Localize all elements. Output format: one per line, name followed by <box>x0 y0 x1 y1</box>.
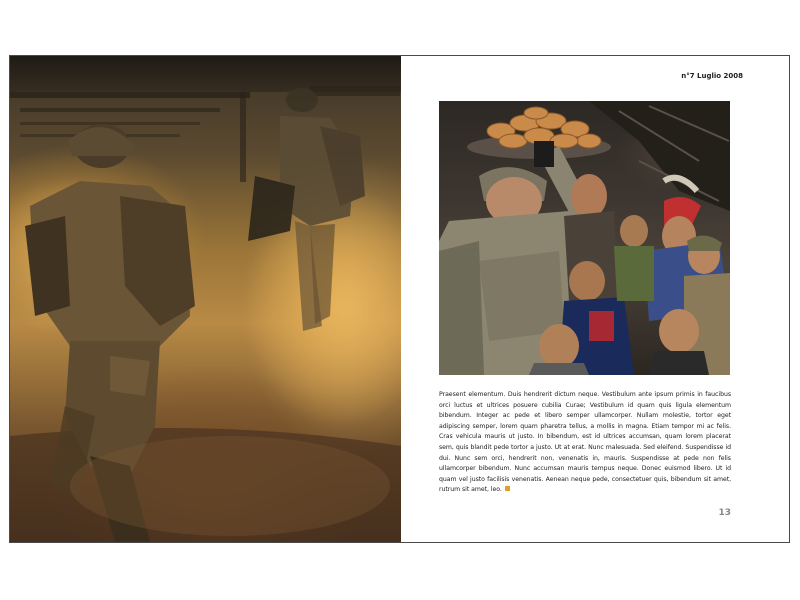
soldier-children-photo-illustration <box>439 101 730 375</box>
page-number: 13 <box>718 508 731 518</box>
article-body-paragraph: Praesent elementum. Duis hendrerit dictum neque. Vestibulum ante ipsum primis in faucibus orci luctus et ultrices posuere cubilia Curae; Vestibulum id quam quis ligula elementum bibendum. Integer ac pede et libero semper ullamcorper. Nullam molestie, tortor eget adipiscing semper, lorem quam pharetra tellus, a mollis in magna. Etiam tempor mi ac felis. Cras vehicula mauris ut justo. In bibendum, est id ultrices accumsan, quam lorem placerat sem, quis blandit pede tortor a justo. Ut at erat. Nunc malesuada. Sed eleifend. Suspendisse id dui. Nunc sem orci, hendrerit non, venenatis in, mauris. Suspendisse at pede non felis ullamcorper bibendum. Nunc accumsan mauris tempus neque. Donec euismod libero. Ut id quam vel justo facilisis venenatis. Aenean neque pede, consectetuer quis, bibendum sit amet, rutrum sit amet, leo. <box>439 391 731 494</box>
right-page-photo <box>439 101 730 375</box>
magazine-spread <box>9 55 790 543</box>
end-of-article-mark-icon <box>505 486 510 491</box>
right-page <box>401 56 789 542</box>
soldiers-photo-illustration <box>10 56 401 542</box>
left-page-photo <box>10 56 401 542</box>
issue-label: n°7 Luglio 2008 <box>681 72 743 80</box>
article-body-text <box>439 390 731 496</box>
